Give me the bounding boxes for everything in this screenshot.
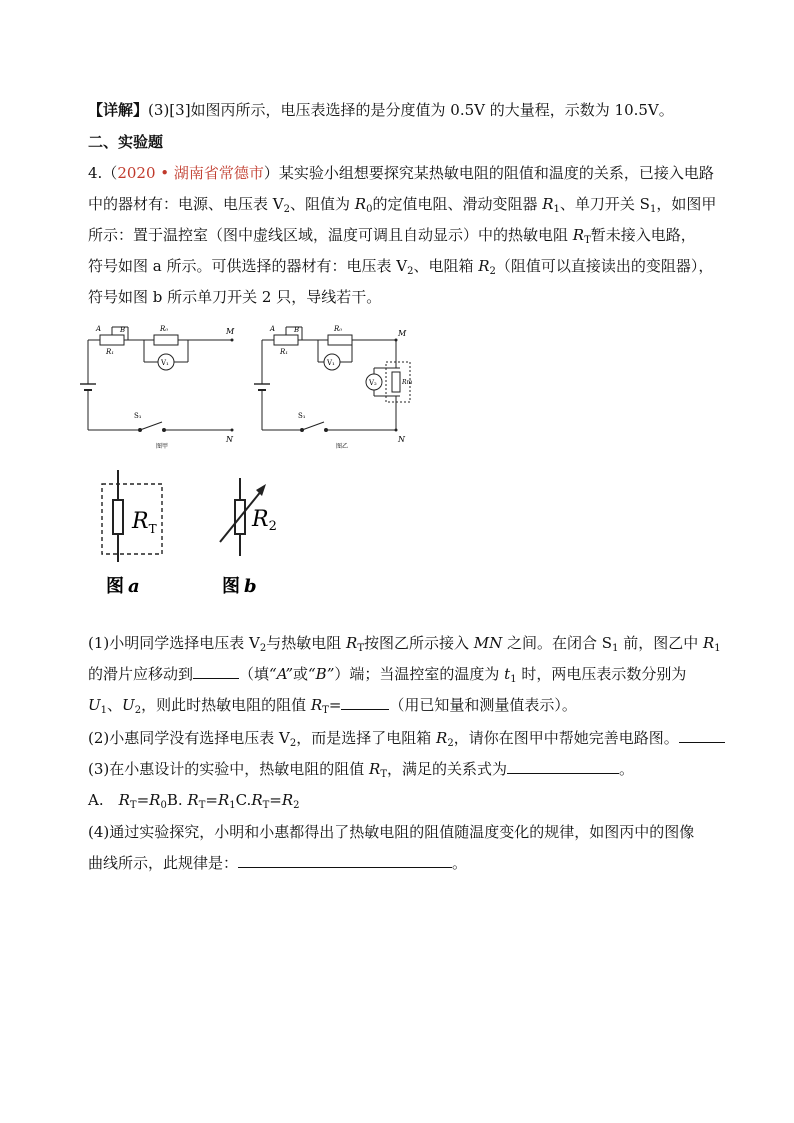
label-v2: V₂ — [369, 379, 377, 387]
p-text: ，满足的关系式为 — [387, 760, 508, 778]
sub: T — [357, 643, 364, 654]
detail-bracket-open: 【 — [88, 101, 104, 119]
q-text: 暂未接入电路， — [590, 226, 696, 244]
part3-line — [88, 759, 634, 785]
symbol-r: R — [346, 634, 358, 652]
sub: 1 — [714, 643, 721, 654]
sub: 0 — [366, 204, 373, 215]
symbol-figure-a — [96, 466, 168, 602]
label-m: M — [226, 327, 235, 336]
sub: 1 — [649, 204, 657, 215]
label-r0: R₀ — [160, 325, 169, 333]
sub: 2 — [407, 266, 414, 277]
caption-a-char: 图 — [106, 576, 124, 597]
label-r2-large: R2 — [252, 507, 277, 534]
p-text: = — [328, 696, 342, 714]
sub: 2 — [293, 800, 300, 811]
sub: 1 — [612, 643, 619, 654]
q-text: 所示：置于温控室（图中虚线区域，温度可调且自动显示）中的热敏电阻 — [88, 226, 573, 244]
question-line-1 — [88, 163, 714, 183]
sub: T — [262, 800, 270, 811]
p-text: 之间。在闭合 S — [502, 634, 613, 652]
answer-blank-2[interactable] — [341, 695, 389, 710]
caption-jia: 图甲 — [156, 443, 169, 450]
p-text: (3)在小惠设计的实验中，热敏电阻的阻值 — [88, 760, 370, 778]
p-text: 前，图乙中 — [618, 634, 703, 652]
circuit-figure-yi — [252, 318, 428, 450]
symbol-r: R — [251, 791, 263, 809]
p-text: 曲线所示，此规律是： — [88, 854, 239, 872]
symbol-r: R — [542, 195, 554, 213]
symbol-u: U — [122, 696, 135, 714]
circuit-figure-jia — [78, 318, 246, 450]
q-text: 、单刀开关 S — [559, 195, 650, 213]
caption-a-letter: a — [128, 576, 140, 597]
q-text: 中的器材有：电源、电压表 V — [88, 195, 284, 213]
symbol-r: R — [478, 257, 490, 275]
p-text: ）端；当温控室的温度为 — [334, 665, 505, 683]
sub: 2 — [259, 643, 267, 654]
label-s1: S₁ — [298, 412, 306, 420]
p-text: = — [269, 791, 282, 809]
options-line — [88, 790, 300, 816]
p-text: 、 — [107, 696, 123, 714]
symbol-r: R — [703, 634, 715, 652]
q-text: ，如图甲 — [656, 195, 717, 213]
p-text: ，而是选择了电阻箱 — [296, 729, 437, 747]
sub: 1 — [510, 674, 517, 685]
caption-b-letter: b — [244, 576, 257, 597]
answer-blank-5[interactable] — [238, 853, 452, 868]
symbol-r: R — [281, 791, 294, 809]
label-n: N — [226, 435, 233, 444]
label-n: N — [398, 435, 405, 444]
q-text: 、电阻箱 — [413, 257, 479, 275]
label-b: B — [294, 326, 300, 334]
sub: 2 — [134, 705, 142, 716]
p-text: 按图乙所示接入 — [363, 634, 474, 652]
symbol-r: R — [217, 791, 230, 809]
label-b: B — [120, 326, 126, 334]
sub: T — [380, 769, 387, 780]
sub: 1 — [229, 800, 236, 811]
sub: 2 — [283, 204, 290, 215]
sub: 2 — [447, 738, 454, 749]
p-text: 时，两电压表示数分别为 — [516, 665, 687, 683]
label-rt: Rт — [402, 379, 413, 386]
symbol-r: R — [436, 729, 448, 747]
answer-blank-4[interactable] — [507, 759, 619, 774]
sub: 2 — [289, 738, 297, 749]
symbol-r: R — [310, 696, 323, 714]
label-v1: V₁ — [327, 359, 335, 367]
question-line-4 — [88, 256, 713, 282]
p-text: ，请你在图甲中帮她完善电路图。 — [453, 729, 679, 747]
p-text: （用已知量和测量值表示）。 — [389, 696, 577, 714]
p-text: 。 — [619, 760, 635, 778]
sub: T — [129, 800, 137, 811]
question-line-2 — [88, 194, 716, 220]
q-text: （阻值可以直接读出的变阻器）， — [495, 257, 714, 275]
option-a-label: A. — [88, 791, 119, 809]
symbol-figure-b — [212, 466, 292, 602]
question-line-5: 符号如图 b 所示单刀开关 2 只，导线若干。 — [88, 288, 382, 306]
p-text: 与热敏电阻 — [266, 634, 347, 652]
symbol-r: R — [118, 791, 130, 809]
symbol-r: R — [572, 226, 585, 244]
p-text: ，则此时热敏电阻的阻值 — [141, 696, 311, 714]
part4-line-1: (4)通过实验探究，小明和小惠都得出了热敏电阻的阻值随温度变化的规律，如图丙中的图像 — [88, 823, 695, 841]
part2-line — [88, 728, 725, 754]
answer-blank-1[interactable] — [193, 664, 239, 679]
label-r1: R₁ — [280, 348, 289, 356]
option-b-quote: “B” — [308, 665, 335, 683]
detail-line — [88, 100, 674, 120]
q-text: 符号如图 a 所示。可供选择的器材有：电压表 V — [88, 257, 408, 275]
label-v1: V₁ — [161, 359, 169, 367]
sub: 2 — [489, 266, 496, 277]
p-text: 或 — [293, 665, 309, 683]
p-text: (2)小惠同学没有选择电压表 V — [88, 729, 290, 747]
detail-bracket-close: 】 — [133, 101, 149, 119]
p-text: = — [136, 791, 150, 809]
part4-line-2 — [88, 853, 467, 873]
label-s1: S₁ — [134, 412, 142, 420]
caption-yi: 图乙 — [336, 443, 349, 450]
label-rt-large: $R_T$ — [132, 509, 157, 536]
q-text: 的定值电阻、滑动变阻器 — [372, 195, 543, 213]
p-text: 。 — [452, 854, 468, 872]
caption-b-char: 图 — [222, 576, 240, 597]
answer-blank-3[interactable] — [679, 728, 725, 743]
option-a-quote: “A” — [269, 665, 293, 683]
symbol-r: R — [187, 791, 199, 809]
symbol-r: R — [354, 195, 367, 213]
p-text: = — [205, 791, 218, 809]
p-text: 的滑片应移动到 — [88, 665, 194, 683]
label-a: A — [96, 325, 102, 333]
sub: T — [322, 705, 329, 716]
symbol-r: R — [369, 760, 381, 778]
part1-line-1 — [88, 633, 721, 659]
question-source: 2020 • 湖南省常德市 — [117, 164, 264, 182]
section-title: 二、实验题 — [88, 133, 164, 151]
detail-text: (3)[3]如图丙所示，电压表选择的是分度值为 0.5V 的大量程，示数为 10.5V。 — [148, 101, 674, 119]
sub: T — [584, 235, 591, 246]
detail-label: 详解 — [103, 101, 134, 119]
symbol-u: U — [88, 696, 101, 714]
sub: T — [198, 800, 206, 811]
part1-line-3 — [88, 695, 577, 721]
question-line-3 — [88, 225, 696, 251]
label-r1: R₁ — [106, 348, 115, 356]
symbol-t: t — [504, 665, 511, 683]
symbol-mn: MN — [473, 634, 503, 652]
option-b-label: B. — [166, 791, 188, 809]
p-text: (1)小明同学选择电压表 V — [88, 634, 260, 652]
q-text: 、阻值为 — [289, 195, 355, 213]
question-intro: ）某实验小组想要探究某热敏电阻的阻值和温度的关系，已接入电路 — [263, 164, 714, 182]
label-a: A — [270, 325, 276, 333]
question-number: 4.（ — [88, 164, 118, 182]
p-text: （填 — [239, 665, 270, 683]
sub: 1 — [100, 705, 108, 716]
label-r0: R₀ — [334, 325, 343, 333]
label-m: M — [398, 329, 407, 338]
sub: 1 — [553, 204, 560, 215]
option-c-label: C. — [235, 791, 252, 809]
sub: 0 — [160, 800, 167, 811]
part1-line-2 — [88, 664, 686, 690]
symbol-r: R — [149, 791, 161, 809]
